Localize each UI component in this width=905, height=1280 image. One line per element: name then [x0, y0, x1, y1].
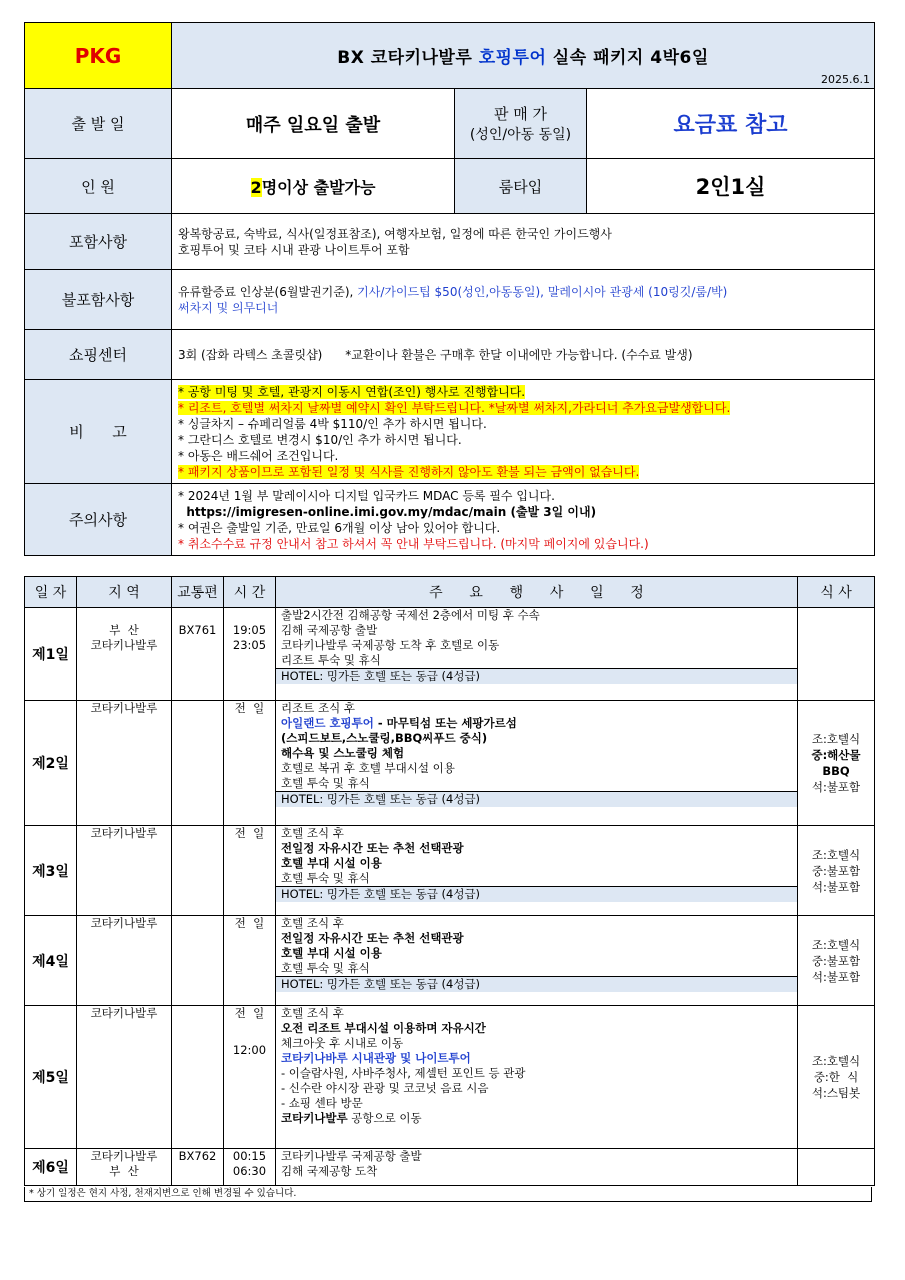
day-row [25, 1006, 875, 1149]
day-schedule: 코타키나발루 국제공항 출발 김해 국제공항 도착 [276, 1149, 798, 1186]
day-region: 코타키나발루 [77, 916, 172, 1006]
hotel-info: HOTEL: 밍가든 호텔 또는 동급 (4성급) [276, 791, 798, 807]
day-schedule: 출발2시간전 김해공항 국제선 2층에서 미팅 후 수속 김해 국제공항 출발 코타키나발루 국제공항 도착 후 호텔로 이동 리조트 투숙 및 휴식 HOTEL: 밍가든 호텔 또는 동급 (4성급) [276, 608, 798, 701]
exclude-value: 유류할증료 인상분(6월발권기준), 기사/가이드팁 $50(성인,아동동일), 말레이시아 관광세 (10링깃/룸/박) 써차지 및 의무디너 [172, 270, 875, 330]
people-value: 2명이상 출발가능 [172, 159, 455, 214]
day-row [25, 916, 875, 1006]
shopping-value: 3회 (잡화 라텍스 초콜릿샵) *교환이나 환불은 구매후 한달 이내에만 가능합니다. (수수료 발생) [172, 330, 875, 380]
remarks-label: 비 고 [25, 380, 172, 484]
day-label: 제4일 [25, 916, 77, 1006]
itinerary-table [24, 576, 875, 1186]
pkg-badge: PKG [25, 23, 172, 89]
day-region: 부 산 코타키나발루 [77, 608, 172, 701]
exclude-label: 불포함사항 [25, 270, 172, 330]
day-transport: BX761 [172, 608, 224, 701]
day-meal: 조:호텔식 중:해산물BBQ 석:불포함 [798, 701, 875, 826]
hotel-info: HOTEL: 밍가든 호텔 또는 동급 (4성급) [276, 668, 798, 684]
col-meal: 식 사 [798, 577, 875, 608]
day-row [25, 608, 875, 701]
day-meal [798, 1149, 875, 1186]
day-schedule: 호텔 조식 후 전일정 자유시간 또는 추천 선택관광 호텔 부대 시설 이용 호텔 투숙 및 휴식 HOTEL: 밍가든 호텔 또는 동급 (4성급) [276, 826, 798, 916]
day-time: 전 일 [224, 826, 276, 916]
day-time: 전 일 [224, 701, 276, 826]
hotel-info: HOTEL: 밍가든 호텔 또는 동급 (4성급) [276, 976, 798, 992]
title-cell [172, 23, 875, 89]
day-row [25, 1149, 875, 1186]
people-label: 인 원 [25, 159, 172, 214]
footnote: * 상기 일정은 현지 사정, 천재지변으로 인해 변경될 수 있습니다. [24, 1187, 872, 1202]
room-label: 룸타입 [455, 159, 587, 214]
col-day: 일 자 [25, 577, 77, 608]
include-value: 왕복항공료, 숙박료, 식사(일정표참조), 여행자보험, 일정에 따른 한국인 가이드행사 호핑투어 및 코타 시내 관광 나이트투어 포함 [172, 214, 875, 270]
day-time: 00:15 06:30 [224, 1149, 276, 1186]
day-transport [172, 916, 224, 1006]
day-region: 코타키나발루 [77, 701, 172, 826]
col-region: 지 역 [77, 577, 172, 608]
day-label: 제3일 [25, 826, 77, 916]
day-label: 제6일 [25, 1149, 77, 1186]
day-meal [798, 608, 875, 701]
day-schedule: 호텔 조식 후 전일정 자유시간 또는 추천 선택관광 호텔 부대 시설 이용 호텔 투숙 및 휴식 HOTEL: 밍가든 호텔 또는 동급 (4성급) [276, 916, 798, 1006]
page-title: BX 코타키나발루 호핑투어 실속 패키지 4박6일 [337, 48, 709, 68]
day-meal: 조:호텔식 중:불포함 석:불포함 [798, 826, 875, 916]
day-transport [172, 826, 224, 916]
day-meal: 조:호텔식 중:불포함 석:불포함 [798, 916, 875, 1006]
day-transport [172, 1006, 224, 1149]
room-value: 2인1실 [587, 159, 875, 214]
caution-list: * 2024년 1월 부 말레이시아 디지털 입국카드 MDAC 등록 필수 입니다. https://imigresen-online.imi.gov.my/mdac/main (출발 3일 이내) * 여권은 출발일 기준, 만료일 6개월 이상 남아 있어야 합니다. * 취소수수료 규정 안내서 참고 하셔서 꼭 안내 부탁드립니다. (마지막 페이지에 있습니다.) [172, 484, 875, 556]
hotel-info: HOTEL: 밍가든 호텔 또는 동급 (4성급) [276, 886, 798, 902]
shopping-label: 쇼핑센터 [25, 330, 172, 380]
day-region: 코타키나발루 [77, 1006, 172, 1149]
day-schedule: 호텔 조식 후 오전 리조트 부대시설 이용하며 자유시간 체크아웃 후 시내로 이동 코타키나바루 시내관광 및 나이트투어 - 이슬람사원, 사바주청사, 제셀턴 포인트 등 관광 - 신수란 야시장 관광 및 코코넛 음료 시음 - 쇼핑 센타 방문 코타키나발루 공항으로 이동 [276, 1006, 798, 1149]
day-schedule: 리조트 조식 후 아일랜드 호핑투어 - 마무틱섬 또는 세팡가르섬 (스피드보트,스노쿨링,BBQ씨푸드 중식) 해수욕 및 스노쿨링 체험 호텔로 복귀 후 호텔 부대시설 이용 호텔 투숙 및 휴식 HOTEL: 밍가든 호텔 또는 동급 (4성급) [276, 701, 798, 826]
day-time: 전 일 12:00 [224, 1006, 276, 1149]
departure-label: 출 발 일 [25, 89, 172, 159]
price-label: 판 매 가 (성인/아동 동일) [455, 89, 587, 159]
col-time: 시 간 [224, 577, 276, 608]
day-region: 코타키나발루 부 산 [77, 1149, 172, 1186]
day-row [25, 826, 875, 916]
remarks-list: * 공항 미팅 및 호텔, 관광지 이동시 연합(조인) 행사로 진행합니다. * 리조트, 호텔별 써차지 날짜별 예약시 확인 부탁드립니다. *날짜별 써차지,가라디너 추가요금발생합니다. * 싱글차지 – 슈페리얼룸 4박 $110/인 추가 하시면 됩니다. * 그란디스 호텔로 변경시 $10/인 추가 하시면 됩니다. * 아동은 배드쉐어 조건입니다. * 패키지 상품이므로 포함된 일정 및 식사를 진행하지 않아도 환불 되는 금액이 없습니다. [172, 380, 875, 484]
col-transport: 교통편 [172, 577, 224, 608]
day-transport: BX762 [172, 1149, 224, 1186]
caution-label: 주의사항 [25, 484, 172, 556]
day-label: 제2일 [25, 701, 77, 826]
departure-value: 매주 일요일 출발 [172, 89, 455, 159]
day-region: 코타키나발루 [77, 826, 172, 916]
day-transport [172, 701, 224, 826]
day-row [25, 701, 875, 826]
col-schedule: 주 요 행 사 일 정 [276, 577, 798, 608]
day-time: 전 일 [224, 916, 276, 1006]
day-label: 제5일 [25, 1006, 77, 1149]
price-value: 요금표 참고 [587, 89, 875, 159]
package-info-table [24, 22, 875, 556]
day-meal: 조:호텔식 중:한 식 석:스팀봇 [798, 1006, 875, 1149]
day-time: 19:05 23:05 [224, 608, 276, 701]
day-label: 제1일 [25, 608, 77, 701]
include-label: 포함사항 [25, 214, 172, 270]
doc-date: 2025.6.1 [821, 73, 871, 86]
